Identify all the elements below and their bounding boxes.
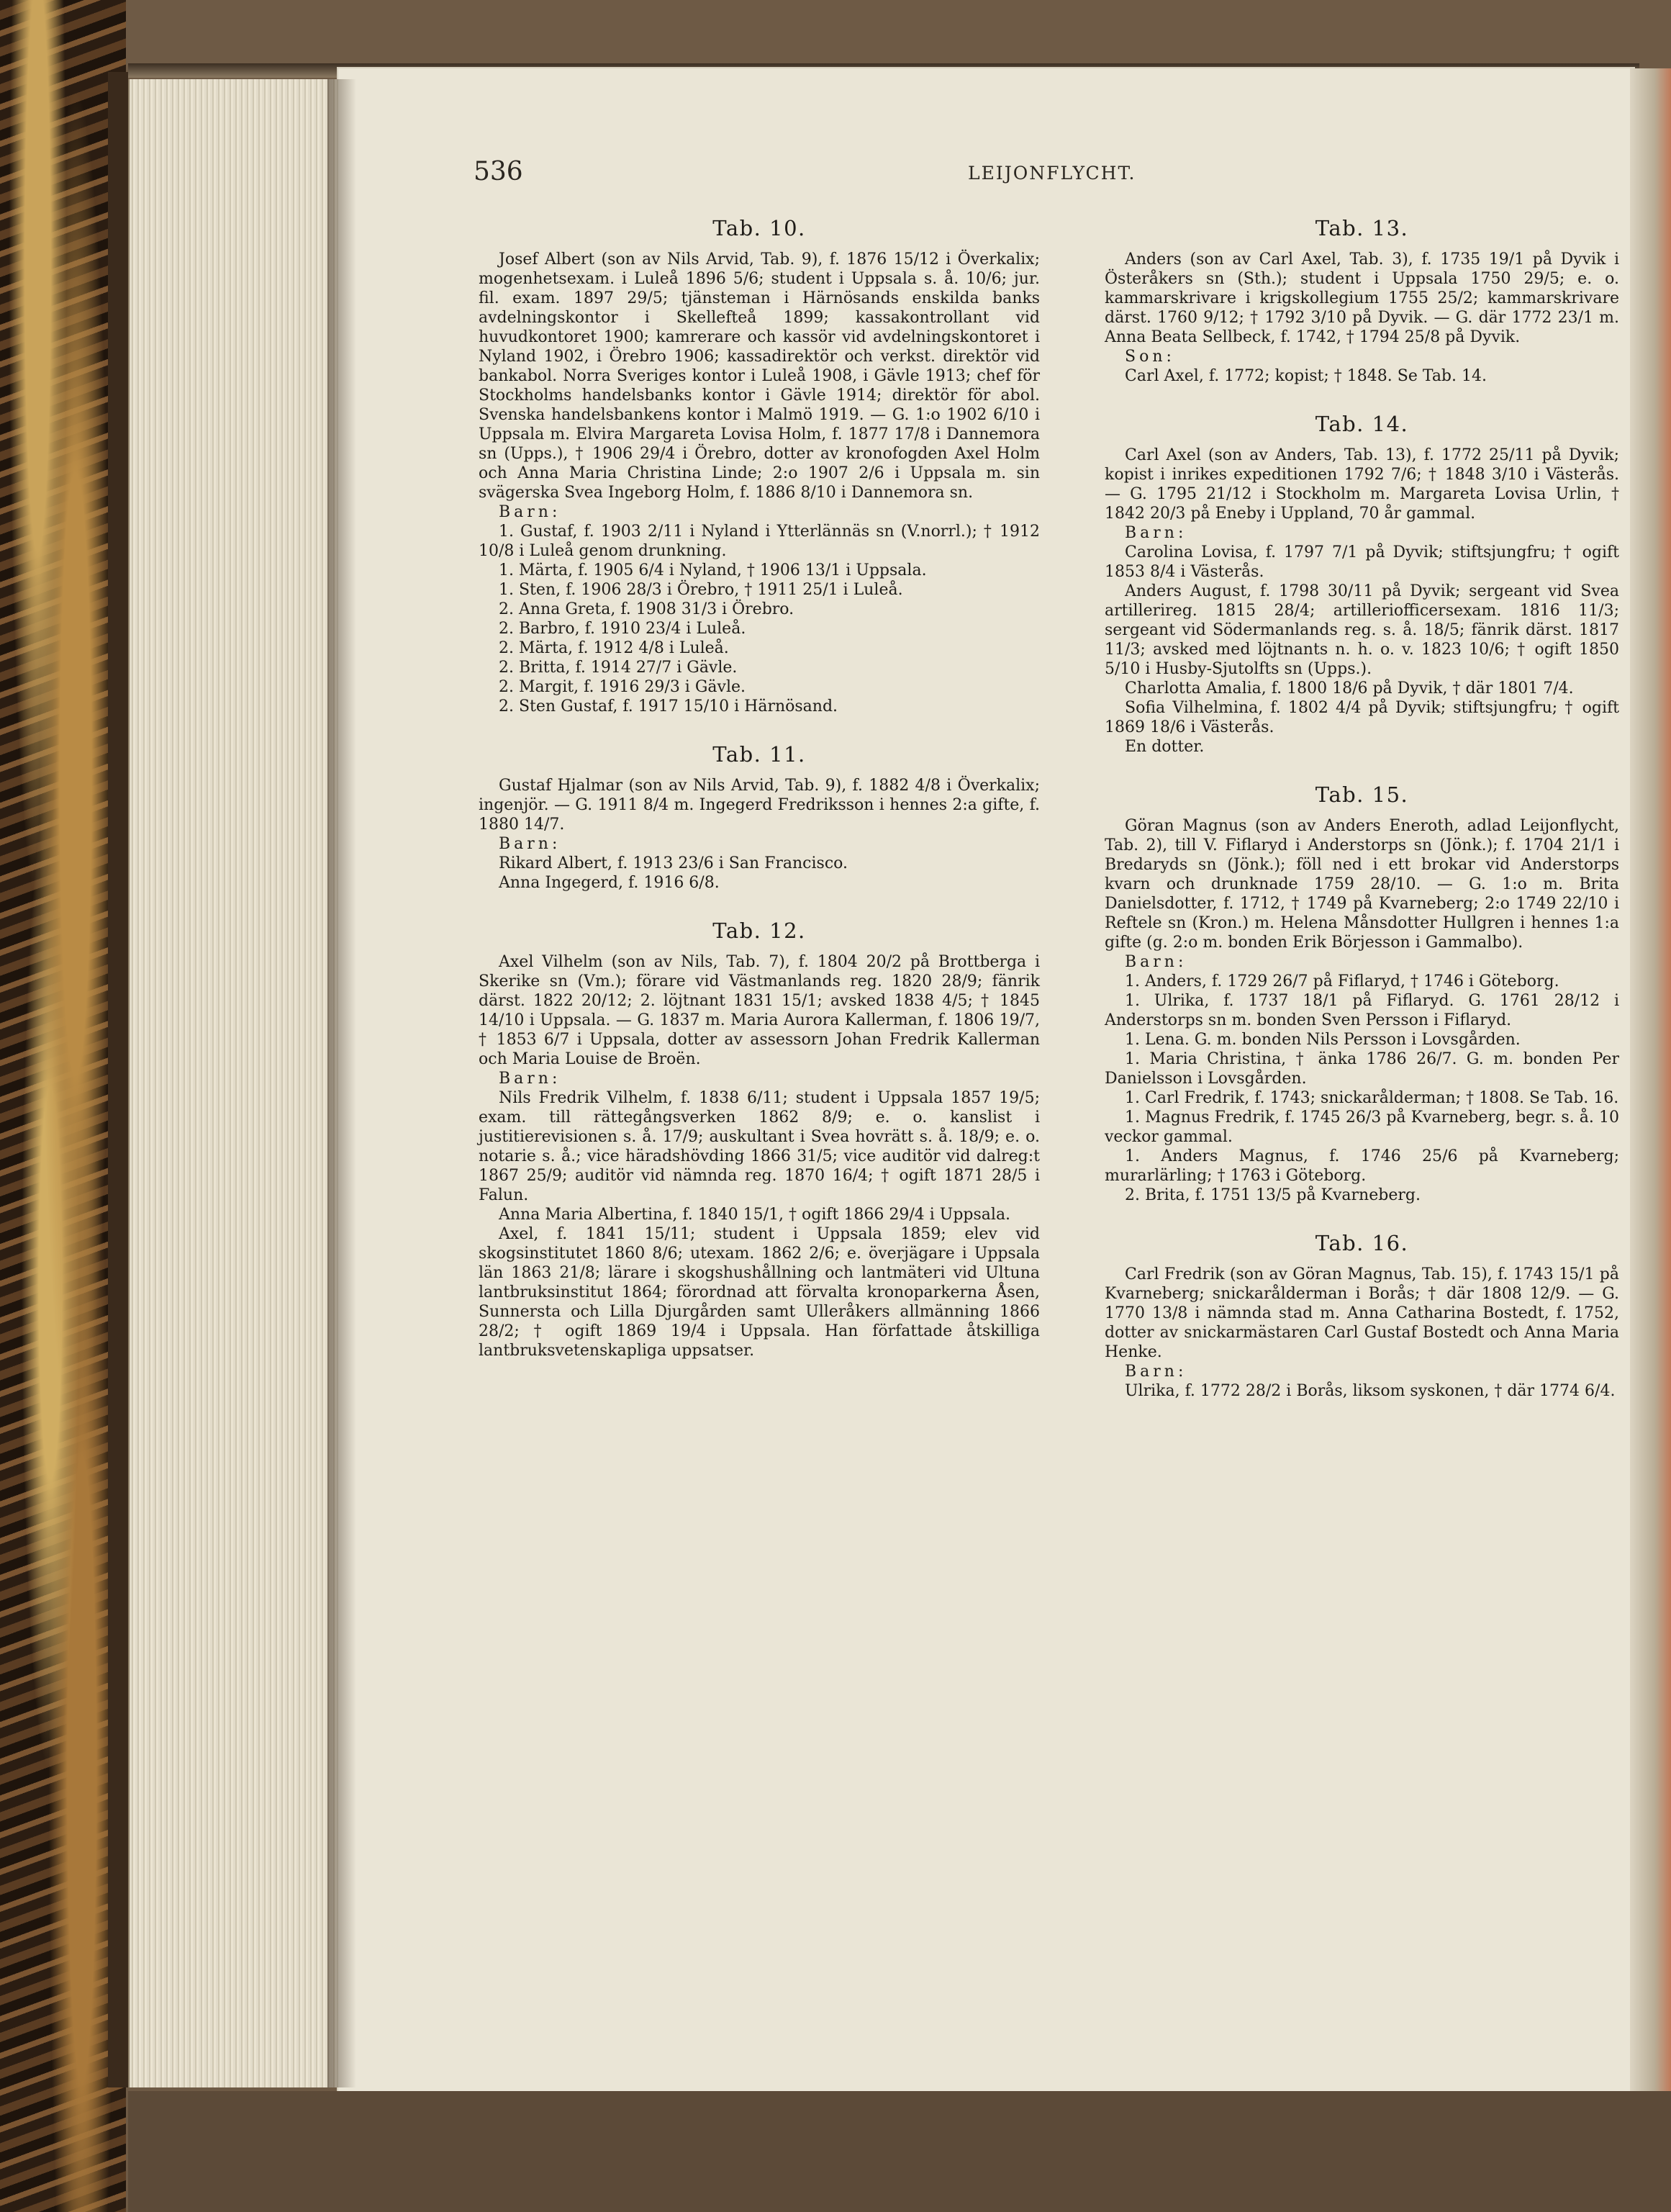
children-label: Barn: xyxy=(499,503,561,521)
children-label: Barn: xyxy=(1125,1363,1187,1381)
entry-paragraph: Carl Axel (son av Anders, Tab. 13), f. 1772 25/11 på Dyvik; kopist i inrikes expeditionen 1792 7/6; † 1848 3/10 i Västerås. — G. 1795 21/12 i Stockholm m. Margareta Lovisa Urlin, † 1842 20/3 på Eneby i Uppland, 70 år gammal. xyxy=(1105,446,1619,523)
child-entry: Anders August, f. 1798 30/11 på Dyvik; sergeant vid Svea artillerireg. 1815 28/4; artilleriofficersexam. 1816 11/3; sergeant vid Södermanlands reg. s. å. 18/5; fänrik därst. 1817 11/3; avsked med löjtnants n. h. o. v. 1823 10/6; † ogift 1850 5/10 i Husby-Sjutolfts sn (Upps.). xyxy=(1105,582,1619,678)
child-entry: 2. Anna Greta, f. 1908 31/3 i Örebro. xyxy=(499,600,794,618)
children-label: Barn: xyxy=(1125,524,1187,542)
genealogy-table xyxy=(1105,412,1619,757)
child-entry: 2. Brita, f. 1751 13/5 på Kvarneberg. xyxy=(1125,1186,1421,1204)
right-page-edge xyxy=(1630,68,1671,2105)
table-heading: Tab. 16. xyxy=(1315,1231,1409,1255)
genealogy-table xyxy=(1105,216,1619,386)
child-entry: Carolina Lovisa, f. 1797 7/1 på Dyvik; stiftsjungfru; † ogift 1853 8/4 i Västerås. xyxy=(1105,543,1619,581)
child-entry: En dotter. xyxy=(1125,738,1205,756)
marbled-cover xyxy=(0,0,126,2212)
child-entry: 1. Gustaf, f. 1903 2/11 i Nyland i Ytterlännäs sn (V.norrl.); † 1912 10/8 i Luleå genom drunkning. xyxy=(479,523,1040,560)
child-entry: 1. Carl Fredrik, f. 1743; snickarålderman; † 1808. Se Tab. 16. xyxy=(1125,1089,1619,1107)
child-entry: Rikard Albert, f. 1913 23/6 i San Francisco. xyxy=(499,854,848,872)
children-label: Barn: xyxy=(1125,953,1187,971)
child-entry: Anna Ingegerd, f. 1916 6/8. xyxy=(499,874,720,892)
table-heading: Tab. 14. xyxy=(1315,412,1409,436)
table-heading: Tab. 15. xyxy=(1315,782,1409,807)
table-heading: Tab. 11. xyxy=(712,742,806,767)
gutter-shadow xyxy=(327,79,356,2087)
genealogy-table xyxy=(479,216,1040,716)
entry-paragraph: Göran Magnus (son av Anders Eneroth, adlad Leijonflycht, Tab. 2), till V. Fiflaryd i Anderstorps sn (Jönk.); f. 1704 21/1 i Bredaryds sn (Jönk.); föll ned i ett brokar vid Anderstorps kvarn och drunknade 1759 28/10. — G. 1:o m. Brita Danielsdotter, f. 1712, † 1749 på Kvarneberg; 2:o 1749 22/10 i Reftele sn (Kron.) m. Helena Månsdotter Hullgren i hennes 1:a gifte (g. 2:o m. bonden Erik Börjesson i Gammalbo). xyxy=(1105,817,1619,952)
genealogy-table xyxy=(479,742,1040,893)
children-label: Son: xyxy=(1125,348,1175,366)
child-entry: 1. Anders, f. 1729 26/7 på Fiflaryd, † 1746 i Göteborg. xyxy=(1125,972,1559,990)
genealogy-table xyxy=(1105,782,1619,1205)
entry-paragraph: Josef Albert (son av Nils Arvid, Tab. 9), f. 1876 15/12 i Överkalix; mogenhetsexam. i Luleå 1896 5/6; student i Uppsala s. å. 10/6; jur. fil. exam. 1897 29/5; tjänsteman i Härnösands enskilda banks avdelningskontor i Skellefteå 1899; kassakontrollant vid huvudkontoret 1900; kamrerare och kassör vid avdelningskontoret i Nyland 1902, i Örebro 1906; kassadirektör och verkst. direktör vid bankabol. Norra Sveriges kontor i Luleå 1908, i Gävle 1913; chef för Stockholms handelsbanks kontor i Gävle 1914; direktör för abol. Svenska handelsbankens kontor i Malmö 1919. — G. 1:o 1902 6/10 i Uppsala m. Elvira Margareta Lovisa Holm, f. 1877 17/8 i Dannemora sn (Upps.), † 1906 29/4 i Örebro, dotter av kronofogden Axel Holm och Anna Maria Christina Linde; 2:o 1907 2/6 i Uppsala m. sin svägerska Svea Ingeborg Holm, f. 1886 8/10 i Dannemora sn. xyxy=(479,250,1040,502)
child-entry: Charlotta Amalia, f. 1800 18/6 på Dyvik, † där 1801 7/4. xyxy=(1125,680,1574,698)
child-entry: 2. Margit, f. 1916 29/3 i Gävle. xyxy=(499,678,746,696)
running-head: LEIJONFLYCHT. xyxy=(968,163,1136,184)
child-entry: Axel, f. 1841 15/11; student i Uppsala 1859; elev vid skogsinstitutet 1860 8/6; utexam. 1862 2/6; e. överjägare i Uppsala län 1863 21/8; lärare i skogshushållning och lantmäteri vid Ultuna lantbruksinstitut 1864; förordnad att förvalta kronoparkerna Åsen, Sunnersta och Lilla Djurgården samt Ulleråkers allmänning 1866 28/2; † ogift 1869 19/4 i Uppsala. Han författade åtskilliga lantbruksvetenskapliga uppsatser. xyxy=(479,1225,1040,1360)
child-entry: 1. Maria Christina, † änka 1786 26/7. G. m. bonden Per Danielsson i Lovsgården. xyxy=(1105,1050,1619,1088)
right-column xyxy=(1105,217,1619,1401)
child-entry: Anna Maria Albertina, f. 1840 15/1, † ogift 1866 29/4 i Uppsala. xyxy=(499,1206,1011,1224)
bottom-edge xyxy=(128,2091,1671,2212)
child-entry: 1. Märta, f. 1905 6/4 i Nyland, † 1906 13/1 i Uppsala. xyxy=(499,561,927,579)
child-entry: 2. Britta, f. 1914 27/7 i Gävle. xyxy=(499,659,738,677)
child-entry: 1. Ulrika, f. 1737 18/1 på Fiflaryd. G. 1761 28/12 i Anderstorps sn m. bonden Sven Persson i Fiflaryd. xyxy=(1105,992,1619,1029)
child-entry: Nils Fredrik Vilhelm, f. 1838 6/11; student i Uppsala 1857 19/5; exam. till rättegångsverken 1862 8/9; e. o. kanslist i justitierevisionen s. å. 17/9; auskultant i Svea hovrätt s. å. 18/9; e. o. notarie s. å.; vice häradshövding 1866 31/5; vice auditör vid dalreg:t 1867 25/9; auditör vid nämnda reg. 1870 16/4; † ogift 1871 28/5 i Falun. xyxy=(479,1089,1040,1204)
table-heading: Tab. 13. xyxy=(1315,216,1409,240)
entry-paragraph: Axel Vilhelm (son av Nils, Tab. 7), f. 1804 20/2 på Brottberga i Skerike sn (Vm.); förare vid Västmanlands reg. 1820 28/9; fänrik därst. 1822 20/12; 2. löjtnant 1831 15/1; avsked 1838 4/5; † 1845 14/10 i Uppsala. — G. 1837 m. Maria Aurora Kallerman, f. 1806 19/7, † 1853 6/7 i Uppsala, dotter av assessorn Johan Fredrik Kallerman och Maria Louise de Broën. xyxy=(479,953,1040,1068)
page-block-edges xyxy=(128,79,338,2087)
cover-board-edge xyxy=(108,72,128,2087)
child-entry: 2. Barbro, f. 1910 23/4 i Luleå. xyxy=(499,620,746,638)
entry-paragraph: Carl Fredrik (son av Göran Magnus, Tab. 15), f. 1743 15/1 på Kvarneberg; snickarålderman i Borås; † där 1808 12/9. — G. 1770 13/8 i nämnda stad m. Anna Catharina Bostedt, f. 1752, dotter av snickarmästaren Carl Gustaf Bostedt och Anna Maria Henke. xyxy=(1105,1265,1619,1361)
page-number: 536 xyxy=(474,157,523,186)
child-entry: 2. Märta, f. 1912 4/8 i Luleå. xyxy=(499,639,729,657)
left-column xyxy=(479,217,1040,1360)
child-entry: Ulrika, f. 1772 28/2 i Borås, liksom syskonen, † där 1774 6/4. xyxy=(1125,1382,1616,1400)
child-entry: Sofia Vilhelmina, f. 1802 4/4 på Dyvik; stiftsjungfru; † ogift 1869 18/6 i Västerås. xyxy=(1105,699,1619,736)
entry-paragraph: Anders (son av Carl Axel, Tab. 3), f. 1735 19/1 på Dyvik i Österåkers sn (Sth.); student i Uppsala 1750 29/5; e. o. kammarskrivare i krigskollegium 1755 25/2; kammarskrivare därst. 1760 9/12; † 1792 3/10 på Dyvik. — G. där 1772 23/1 m. Anna Beata Sellbeck, f. 1742, † 1794 25/8 på Dyvik. xyxy=(1105,250,1619,346)
child-entry: 1. Lena. G. m. bonden Nils Persson i Lovsgården. xyxy=(1125,1031,1521,1049)
entry-paragraph: Gustaf Hjalmar (son av Nils Arvid, Tab. 9), f. 1882 4/8 i Överkalix; ingenjör. — G. 1911 8/4 m. Ingegerd Fredriksson i hennes 2:a gifte, f. 1880 14/7. xyxy=(479,777,1040,834)
child-entry: Carl Axel, f. 1772; kopist; † 1848. Se Tab. 14. xyxy=(1125,367,1487,385)
child-entry: 1. Magnus Fredrik, f. 1745 26/3 på Kvarneberg, begr. s. å. 10 veckor gammal. xyxy=(1105,1109,1619,1146)
genealogy-table xyxy=(479,918,1040,1360)
child-entry: 1. Sten, f. 1906 28/3 i Örebro, † 1911 25/1 i Luleå. xyxy=(499,581,903,599)
child-entry: 1. Anders Magnus, f. 1746 25/6 på Kvarneberg; murarlärling; † 1763 i Göteborg. xyxy=(1105,1147,1619,1185)
children-label: Barn: xyxy=(499,835,561,853)
table-heading: Tab. 10. xyxy=(712,216,806,240)
genealogy-table xyxy=(1105,1231,1619,1401)
children-label: Barn: xyxy=(499,1070,561,1088)
child-entry: 2. Sten Gustaf, f. 1917 15/10 i Härnösand. xyxy=(499,698,838,715)
table-heading: Tab. 12. xyxy=(712,918,806,943)
